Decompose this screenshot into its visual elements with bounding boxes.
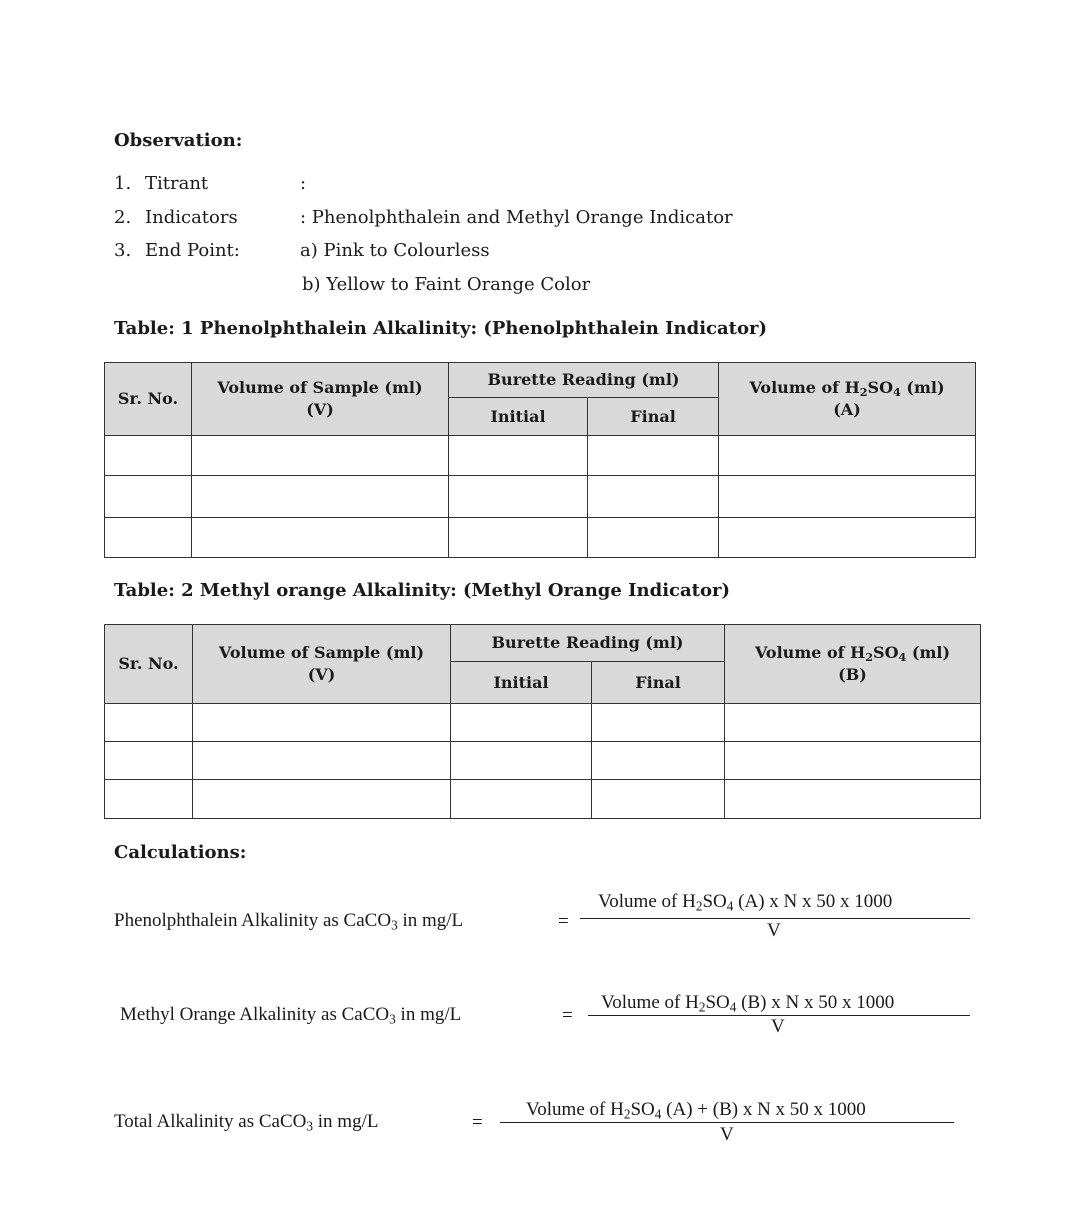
observation-item-value: : — [300, 173, 307, 194]
observation-heading: Observation: — [114, 130, 243, 151]
formula-numerator: Volume of $H_2SO_4$ (A) x N x 50 x 1000 — [598, 891, 893, 914]
calculations-heading: Calculations: — [114, 842, 247, 863]
observation-item-value: a) Pink to Colourless — [300, 240, 490, 261]
header-final: Final — [592, 662, 725, 704]
observation-item-num: 1. — [114, 173, 132, 194]
formula-lhs: Phenolphthalein Alkalinity as CaCO$_3$ in mg/L — [114, 910, 464, 933]
formula-equals: = — [558, 911, 569, 932]
table-row — [105, 704, 981, 742]
table2-title: Table: 2 Methyl orange Alkalinity: (Methyl Orange Indicator) — [114, 580, 730, 601]
header-volume-sample — [193, 625, 451, 704]
header-volume-acid-label: Volume of $H_2SO_4$ (ml) — [754, 643, 951, 664]
observation-item-label: Titrant — [145, 173, 209, 194]
header-volume-sample-label: Volume of Sample (ml) — [218, 643, 425, 662]
header-volume-acid — [719, 363, 976, 436]
header-volume-acid — [725, 625, 981, 704]
observation-item-label: End Point: — [145, 240, 240, 261]
header-initial: Initial — [451, 662, 592, 704]
header-final: Final — [588, 398, 719, 436]
header-sr-no: Sr. No. — [105, 363, 192, 436]
formula-numerator: Volume of $H_2SO_4$ (A) + (B) x N x 50 x 1000 — [526, 1099, 866, 1122]
header-volume-acid-label: Volume of $H_2SO_4$ (ml) — [749, 378, 945, 399]
table-row — [105, 780, 981, 819]
formula-equals: = — [562, 1005, 573, 1026]
header-volume-acid-symbol: (B) — [838, 665, 867, 684]
header-initial: Initial — [449, 398, 588, 436]
table1 — [104, 362, 976, 558]
formula-denominator: V — [767, 920, 781, 941]
observation-item-label: Indicators — [145, 207, 238, 228]
table-row — [105, 436, 976, 476]
end-point-b: b) Yellow to Faint Orange Color — [302, 274, 591, 295]
header-burette-reading: Burette Reading (ml) — [451, 625, 725, 662]
formula-equals: = — [472, 1112, 483, 1133]
formula-lhs: Total Alkalinity as CaCO$_3$ in mg/L — [114, 1111, 379, 1134]
table-row — [105, 476, 976, 518]
table2 — [104, 624, 981, 819]
observation-item-num: 2. — [114, 207, 132, 228]
observation-item-value: : Phenolphthalein and Methyl Orange Indicator — [300, 207, 733, 228]
header-volume-acid-symbol: (A) — [833, 400, 861, 419]
header-volume-sample — [192, 363, 449, 436]
header-burette-reading: Burette Reading (ml) — [449, 363, 719, 398]
header-volume-sample-symbol: (V) — [307, 665, 336, 684]
header-volume-sample-symbol: (V) — [306, 400, 334, 419]
fraction-line — [500, 1122, 954, 1123]
table1-title: Table: 1 Phenolphthalein Alkalinity: (Phenolphthalein Indicator) — [114, 318, 767, 339]
fraction-line — [580, 918, 970, 919]
formula-denominator: V — [720, 1124, 734, 1145]
header-sr-no: Sr. No. — [105, 625, 193, 704]
formula-numerator: Volume of $H_2SO_4$ (B) x N x 50 x 1000 — [601, 992, 895, 1015]
observation-item-num: 3. — [114, 240, 132, 261]
table-row — [105, 518, 976, 558]
formula-lhs: Methyl Orange Alkalinity as CaCO$_3$ in mg/L — [120, 1004, 462, 1027]
formula-denominator: V — [771, 1016, 785, 1037]
table-row — [105, 742, 981, 780]
header-volume-sample-label: Volume of Sample (ml) — [217, 378, 423, 397]
